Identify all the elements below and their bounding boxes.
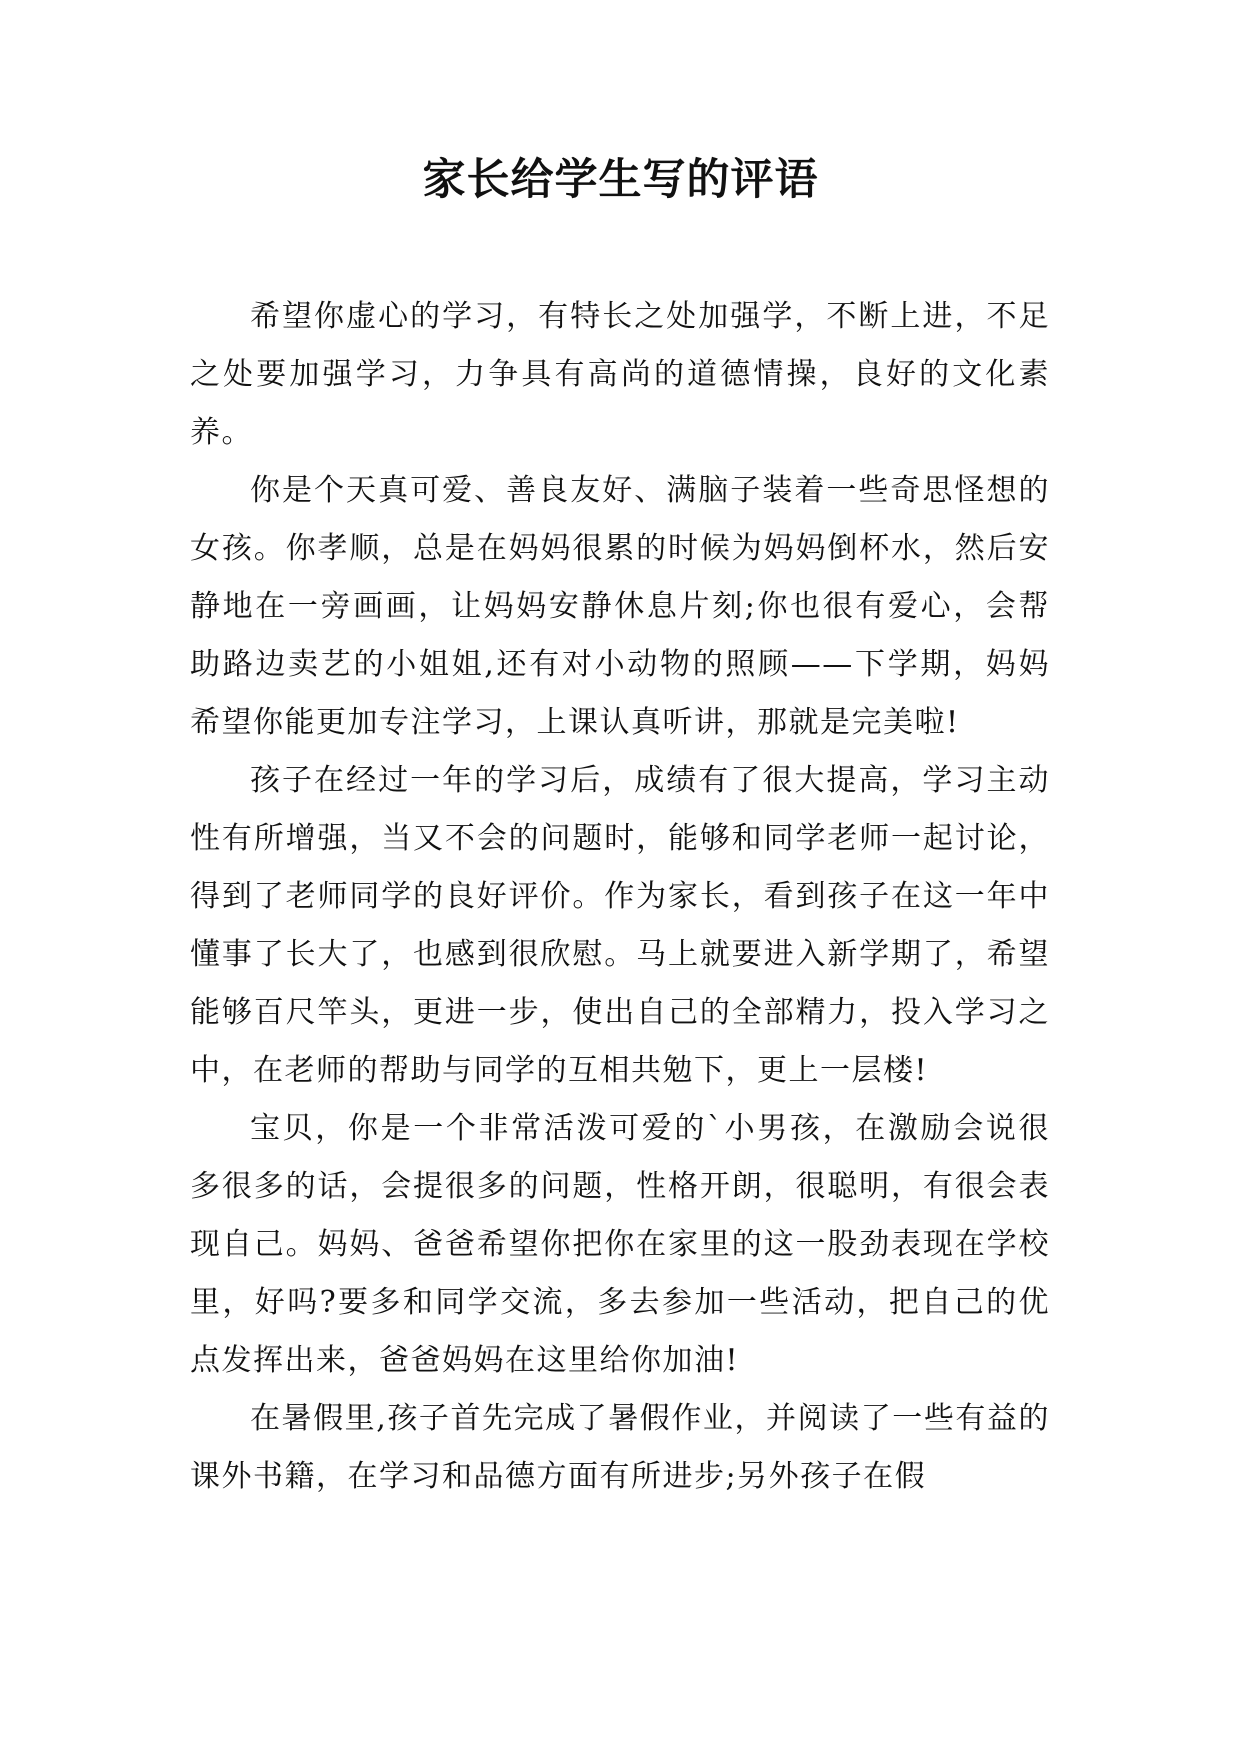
paragraph-5: 在暑假里,孩子首先完成了暑假作业，并阅读了一些有益的课外书籍，在学习和品德方面有所进步;另外孩子在假 [190, 1401, 1050, 1494]
paragraph-1: 希望你虚心的学习，有特长之处加强学，不断上进，不足之处要加强学习，力争具有高尚的道德情操，良好的文化素养。 [190, 299, 1050, 450]
paragraph-4: 宝贝，你是一个非常活泼可爱的`小男孩，在激励会说很多很多的话，会提很多的问题，性格开朗，很聪明，有很会表现自己。妈妈、爸爸希望你把你在家里的这一股劲表现在学校里，好吗?要多和同学交流，多去参加一些活动，把自己的优点发挥出来，爸爸妈妈在这里给你加油! [190, 1111, 1050, 1378]
paragraph-3: 孩子在经过一年的学习后，成绩有了很大提高，学习主动性有所增强，当又不会的问题时，能够和同学老师一起讨论，得到了老师同学的良好评价。作为家长，看到孩子在这一年中懂事了长大了，也感到很欣慰。马上就要进入新学期了，希望能够百尺竿头，更进一步，使出自己的全部精力，投入学习之中，在老师的帮助与同学的互相共勉下，更上一层楼! [190, 763, 1050, 1088]
document-title: 家长给学生写的评语 [422, 155, 819, 205]
document-body [190, 288, 1050, 1506]
paragraph-2: 你是个天真可爱、善良友好、满脑子装着一些奇思怪想的女孩。你孝顺，总是在妈妈很累的时候为妈妈倒杯水，然后安静地在一旁画画，让妈妈安静休息片刻;你也很有爱心，会帮助路边卖艺的小姐姐,还有对小动物的照顾——下学期，妈妈希望你能更加专注学习，上课认真听讲，那就是完美啦! [190, 473, 1050, 740]
